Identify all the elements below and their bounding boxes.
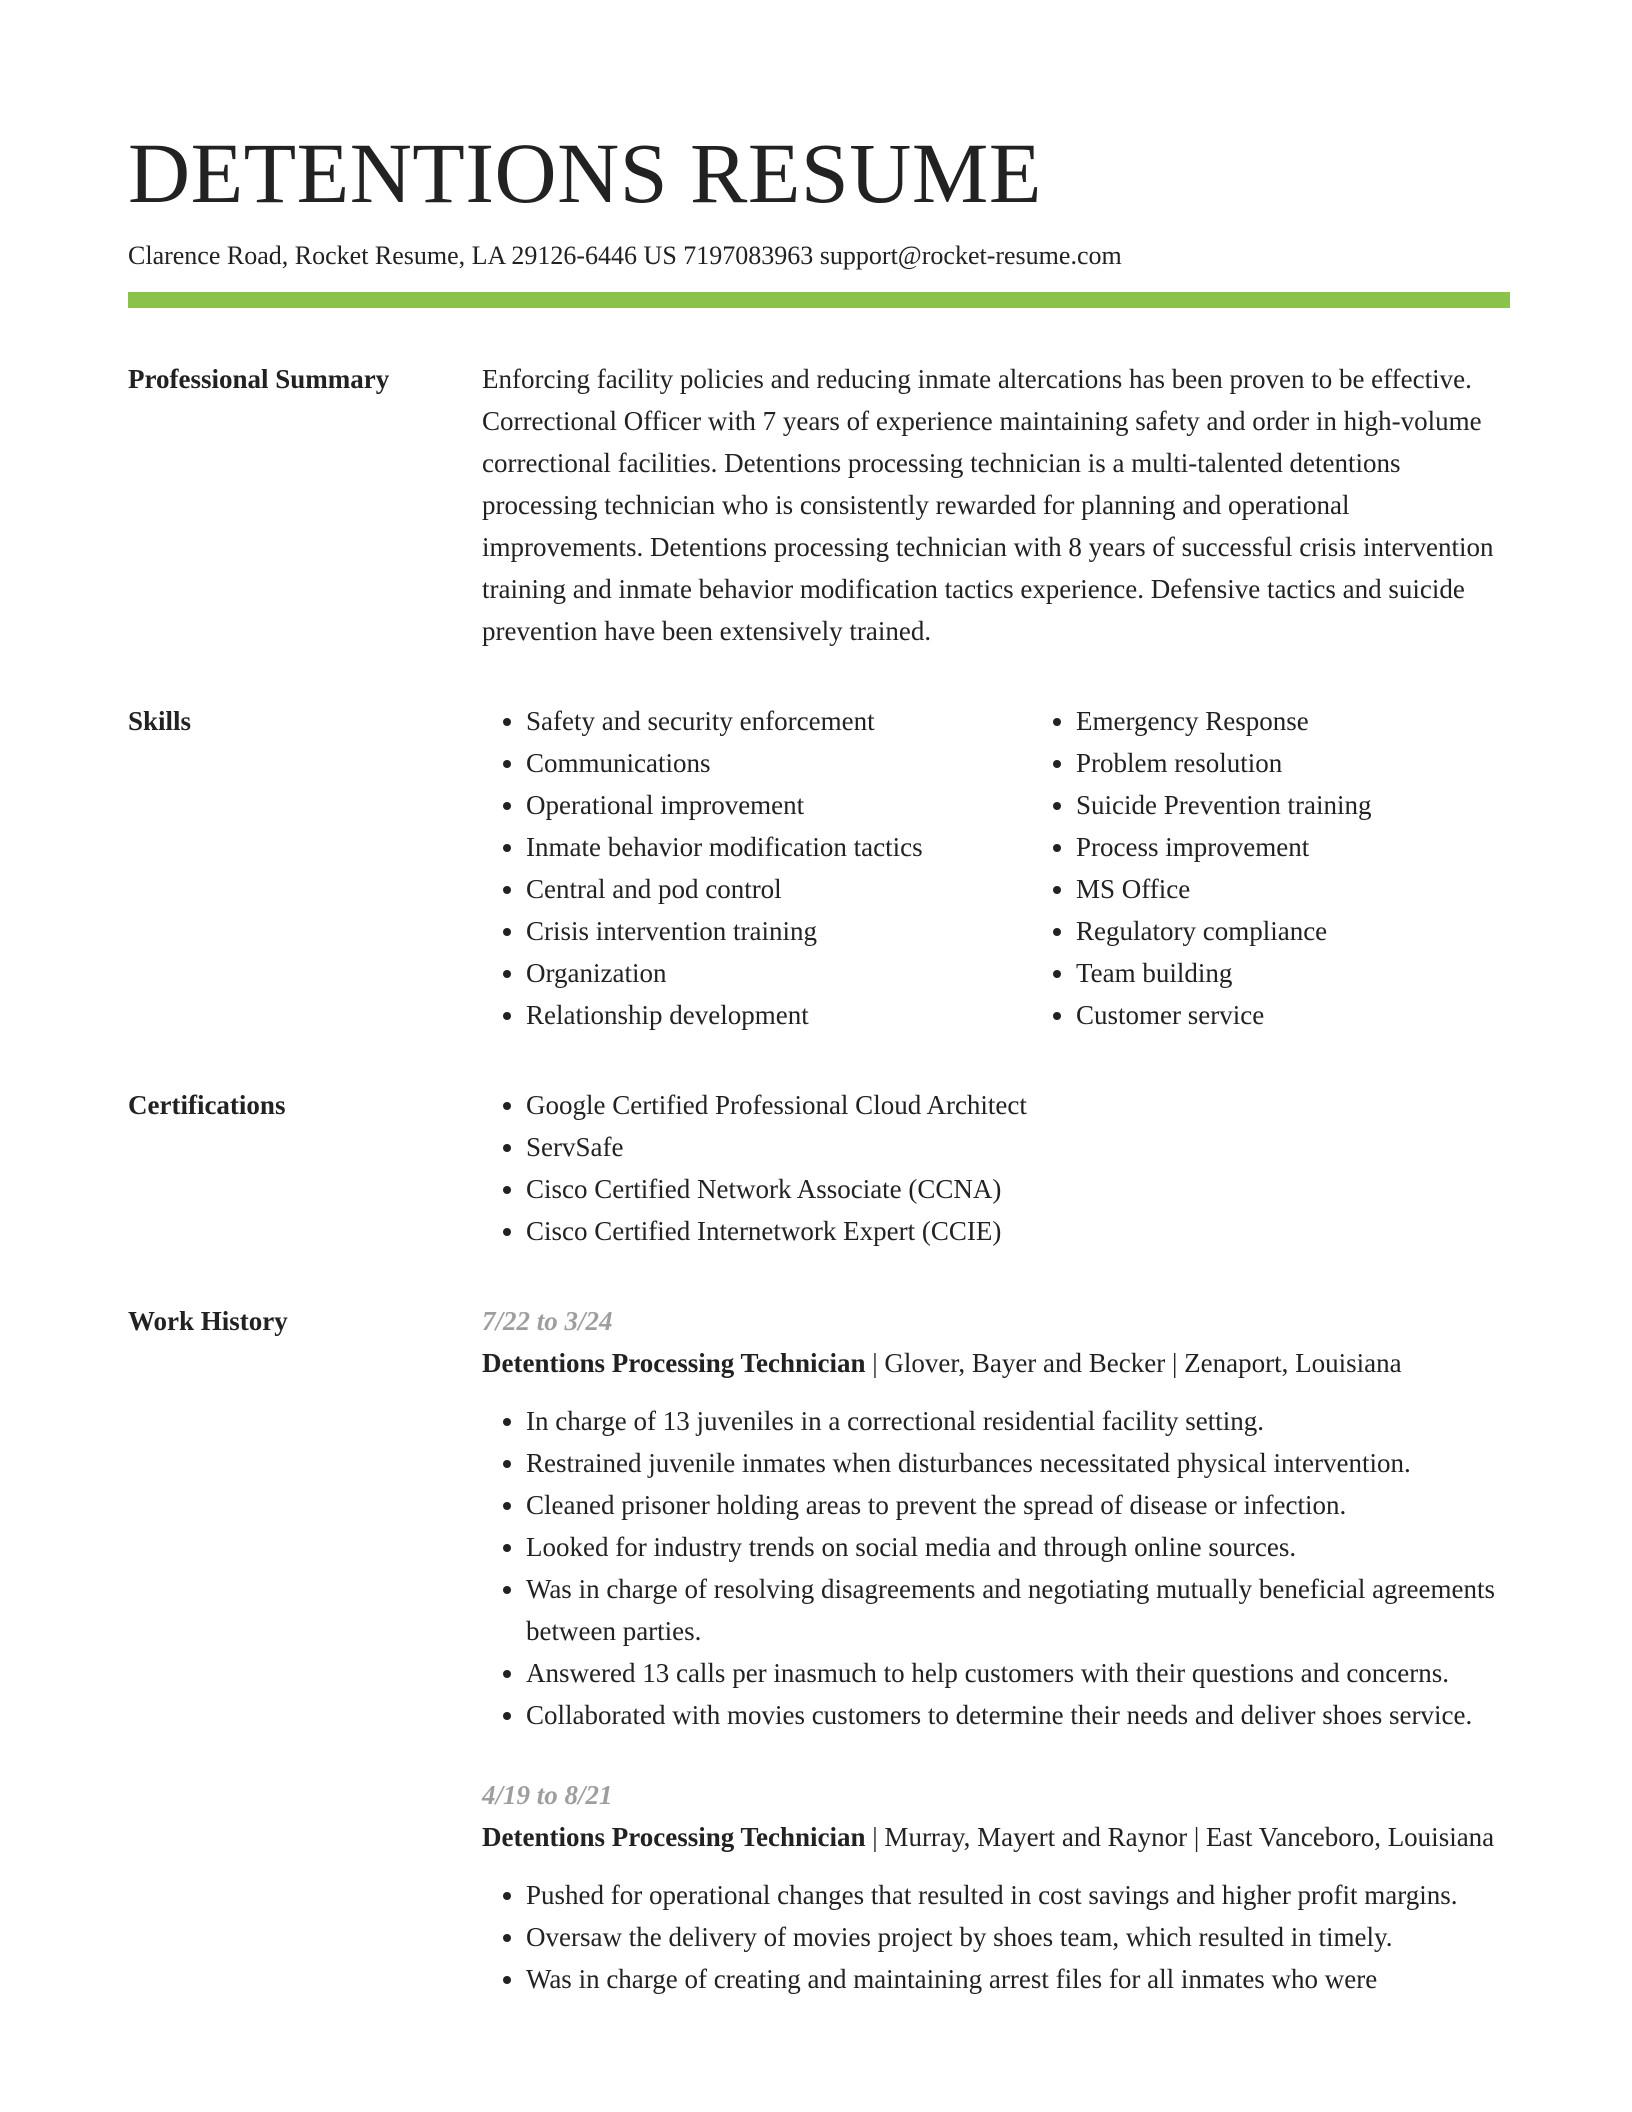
job-employer-location: | Glover, Bayer and Becker | Zenaport, Louisiana [865, 1348, 1402, 1378]
skill-item: • Central and pod control [526, 868, 1032, 910]
skills-list-left [482, 700, 1032, 1036]
summary-text: Enforcing facility policies and reducing inmate altercations has been proven to be effective. Correctional Officer with 7 years of experience maintaining safety and order in high-volume correctional facilities. Detentions processing technician is a multi-talented detentions processing technician who is consistently rewarded for planning and operational improvements. Detentions processing technician with 8 years of successful crisis intervention training and inmate behavior modification tactics experience. Defensive tactics and suicide prevention have been extensively trained. [482, 364, 1494, 646]
job-bullet: • In charge of 13 juveniles in a correctional residential facility setting. [526, 1400, 1510, 1442]
address: Clarence Road, Rocket Resume, LA 29126-6446 US [128, 241, 677, 270]
skill-item: • Communications [526, 742, 1032, 784]
job-bullet: • Pushed for operational changes that resulted in cost savings and higher profit margins. [526, 1874, 1510, 1916]
job-dates: 7/22 to 3/24 [482, 1306, 613, 1336]
skill-item: • MS Office [1076, 868, 1510, 910]
header-divider [128, 292, 1510, 308]
skills-list-right [1032, 700, 1510, 1036]
job-title: Detentions Processing Technician [482, 1348, 866, 1378]
skill-item: • Organization [526, 952, 1032, 994]
skill-item: • Relationship development [526, 994, 1032, 1036]
job-bullet: • Cleaned prisoner holding areas to prevent the spread of disease or infection. [526, 1484, 1510, 1526]
phone: 7197083963 [683, 241, 814, 270]
skill-item: • Safety and security enforcement [526, 700, 1032, 742]
work-history-section [128, 1300, 1510, 2000]
job-entry [482, 1774, 1510, 2000]
certification-item: • Google Certified Professional Cloud Architect [526, 1084, 1510, 1126]
job-bullet: • Answered 13 calls per inasmuch to help customers with their questions and concerns. [526, 1652, 1510, 1694]
job-employer-location: | Murray, Mayert and Raynor | East Vanceboro, Louisiana [865, 1822, 1495, 1852]
skill-item: • Emergency Response [1076, 700, 1510, 742]
certification-item: • Cisco Certified Network Associate (CCNA) [526, 1168, 1510, 1210]
skill-item: • Crisis intervention training [526, 910, 1032, 952]
summary-section [128, 358, 1510, 652]
resume-title: DETENTIONS RESUME [128, 125, 1042, 221]
skill-item: • Suicide Prevention training [1076, 784, 1510, 826]
job-bullets [482, 1400, 1510, 1736]
resume-page [128, 118, 1510, 2000]
contact-line [128, 238, 1510, 274]
job-bullets [482, 1874, 1510, 2000]
section-label-certifications: Certifications [128, 1090, 286, 1120]
section-label-skills: Skills [128, 706, 192, 736]
section-label-summary: Professional Summary [128, 364, 390, 394]
job-bullet: • Was in charge of creating and maintaining arrest files for all inmates who were [526, 1958, 1510, 2000]
job-bullet: • Looked for industry trends on social media and through online sources. [526, 1526, 1510, 1568]
job-entry [482, 1300, 1510, 1736]
job-bullet: • Restrained juvenile inmates when disturbances necessitated physical intervention. [526, 1442, 1510, 1484]
skill-item: • Process improvement [1076, 826, 1510, 868]
skill-item: • Regulatory compliance [1076, 910, 1510, 952]
certifications-list [482, 1084, 1510, 1252]
skill-item: • Team building [1076, 952, 1510, 994]
job-bullet: • Oversaw the delivery of movies project by shoes team, which resulted in timely. [526, 1916, 1510, 1958]
skill-item: • Customer service [1076, 994, 1510, 1036]
skill-item: • Problem resolution [1076, 742, 1510, 784]
job-bullet: • Collaborated with movies customers to determine their needs and deliver shoes service. [526, 1694, 1510, 1736]
job-title: Detentions Processing Technician [482, 1822, 866, 1852]
certification-item: • Cisco Certified Internetwork Expert (CCIE) [526, 1210, 1510, 1252]
job-heading [482, 1816, 1510, 1858]
certification-item: • ServSafe [526, 1126, 1510, 1168]
skills-section [128, 700, 1510, 1036]
job-bullet: • Was in charge of resolving disagreements and negotiating mutually beneficial agreements between parties. [526, 1568, 1510, 1652]
job-dates: 4/19 to 8/21 [482, 1780, 613, 1810]
skill-item: • Inmate behavior modification tactics [526, 826, 1032, 868]
skill-item: • Operational improvement [526, 784, 1032, 826]
section-label-work-history: Work History [128, 1306, 288, 1336]
email: support@rocket-resume.com [819, 241, 1122, 270]
job-heading [482, 1342, 1510, 1384]
certifications-section [128, 1084, 1510, 1252]
